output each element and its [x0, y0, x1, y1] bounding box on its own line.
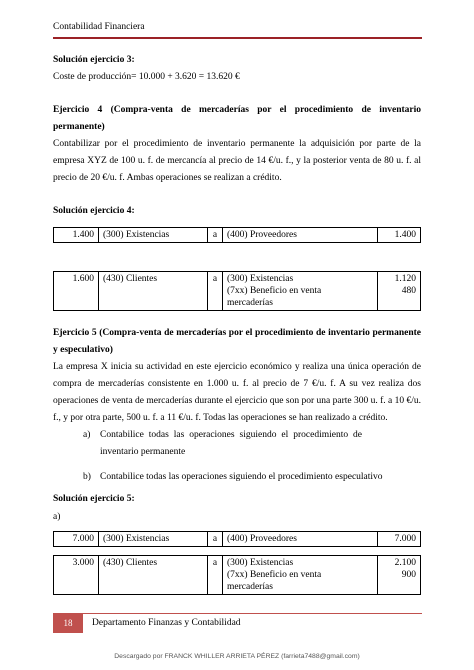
sol3-text: Coste de producción= 10.000 + 3.620 = 13.620 €: [53, 72, 240, 82]
entry-separator: a: [208, 272, 223, 311]
entry-separator: a: [208, 556, 223, 595]
credit-accounts: [223, 556, 378, 595]
credit-amount: 7.000: [378, 532, 421, 547]
credit-account-line: (7xx) Beneficio en venta: [227, 286, 322, 296]
credit-account: (400) Proveedores: [223, 228, 378, 243]
footer-department: Departamento Finanzas y Contabilidad: [92, 618, 241, 628]
sol4-journal-entry-1: [53, 227, 421, 243]
sol4-journal-entry-2: [53, 271, 421, 311]
credit-amount: 2.100: [394, 558, 416, 568]
credit-amounts: [378, 556, 421, 595]
credit-account: (400) Proveedores: [223, 532, 378, 547]
header-title: Contabilidad Financiera: [53, 22, 145, 32]
debit-amount: 1.600: [54, 272, 99, 311]
sol3-heading: Solución ejercicio 3:: [53, 55, 135, 65]
sol5-part-label: a): [53, 512, 61, 522]
credit-account-line: mercaderías: [227, 582, 273, 592]
ej5-item-a-marker: a): [83, 430, 91, 440]
credit-accounts: [223, 272, 378, 311]
table-row: [54, 272, 421, 311]
ej4-heading: Ejercicio 4 (Compra-venta de mercaderías por el procedimiento de inventario permanente): [53, 105, 421, 132]
debit-account: (430) Clientes: [99, 272, 208, 311]
credit-amount: 480: [401, 286, 416, 296]
ej5-item-b-text: Contabilice todas las operaciones siguiendo el procedimiento especulativo: [100, 472, 383, 482]
ej5-body: La empresa X inicia su actividad en este ejercicio económico y realiza una única operación de compra de mercaderías consistente en 1.000 u. f. al precio de 7 €/u. f. A su vez realiza dos operaciones de venta de mercaderías durante el ejercicio que son por una parte 300 u. f. a 10 €/u. f., y por otra parte, 500 u. f. a 11 €/u. f. Todas las operaciones se han realizado a crédito.: [53, 362, 421, 423]
credit-amount: 1.120: [394, 274, 416, 284]
debit-amount: 3.000: [54, 556, 99, 595]
credit-account-line: (300) Existencias: [227, 558, 294, 568]
table-row: [54, 228, 421, 243]
table-row: [54, 556, 421, 595]
header-rule: [53, 37, 422, 39]
debit-account: (300) Existencias: [99, 228, 208, 243]
ej5-item-b-marker: b): [83, 472, 91, 482]
download-note: Descargado por FRANCK WHILLER ARRIETA PÉREZ (farrieta7488@gmail.com): [114, 653, 360, 660]
sol4-heading: Solución ejercicio 4:: [53, 206, 135, 216]
entry-separator: a: [208, 228, 223, 243]
debit-account: (300) Existencias: [99, 532, 208, 547]
sol5-journal-entry-1: [53, 531, 421, 547]
ej5-item-a-text: Contabilice todas las operaciones siguiendo el procedimiento de inventario permanente: [100, 430, 362, 457]
sol5-heading: Solución ejercicio 5:: [53, 494, 135, 504]
entry-separator: a: [208, 532, 223, 547]
sol5-journal-entry-2: [53, 555, 421, 595]
table-row: [54, 532, 421, 547]
credit-account-line: mercaderías: [227, 298, 273, 308]
page-number: 18: [53, 613, 83, 633]
footer-rule: [53, 613, 422, 614]
credit-amount: 1.400: [378, 228, 421, 243]
debit-account: (430) Clientes: [99, 556, 208, 595]
debit-amount: 7.000: [54, 532, 99, 547]
credit-amount: 900: [401, 570, 416, 580]
credit-amounts: [378, 272, 421, 311]
ej4-body: Contabilizar por el procedimiento de inventario permanente la adquisición por parte de la empresa XYZ de 100 u. f. de mercancía al precio de 14 €/u. f., y la posterior venta de 80 u. f. al precio de 20 €/u. f. Ambas operaciones se realizan a crédito.: [53, 139, 421, 183]
ej5-heading: Ejercicio 5 (Compra-venta de mercaderías por el procedimiento de inventario permanente y especulativo): [53, 328, 421, 355]
debit-amount: 1.400: [54, 228, 99, 243]
credit-account-line: (300) Existencias: [227, 274, 294, 284]
credit-account-line: (7xx) Beneficio en venta: [227, 570, 322, 580]
